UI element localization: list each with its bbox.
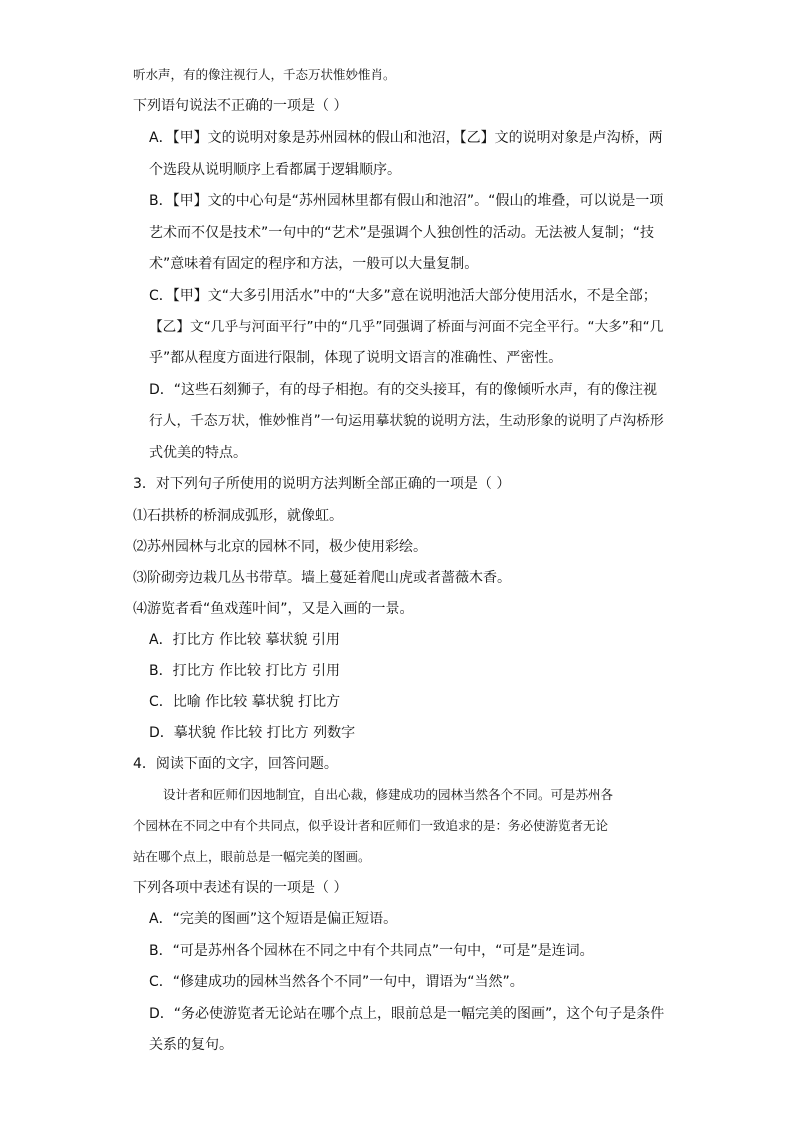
question-4-sub-question: 下列各项中表述有误的一项是（ ） [133, 880, 348, 896]
question-3-sentence-4: ⑷游览者看“鱼戏莲叶间”，又是入画的一景。 [133, 601, 414, 617]
question-4-option-c: C．“修建成功的园林当然各个不同”一句中，谓语为“当然”。 [149, 974, 524, 990]
question-3-option-b: B．打比方 作比较 打比方 引用 [149, 663, 340, 679]
question-3-option-a: A．打比方 作比较 摹状貌 引用 [149, 632, 340, 648]
question-3-stem: 3．对下列句子所使用的说明方法判断全部正确的一项是（ ） [133, 476, 511, 492]
question-2-stem: 下列语句说法不正确的一项是（ ） [133, 98, 348, 114]
question-4-option-b: B．“可是苏州各个园林在不同之中有个共同点”一句中，“可是”是连词。 [149, 943, 594, 959]
previous-passage-ending: 听水声，有的像注视行人，千态万状惟妙惟肖。 [133, 67, 396, 82]
question-4-option-d-line-2: 关系的复句。 [149, 1037, 233, 1053]
question-2-option-a-line-1: A．【甲】文的说明对象是苏州园林的假山和池沼，【乙】文的说明对象是卢沟桥，两 [149, 130, 663, 146]
question-2-option-b-line-2: 艺术而不仅是技术”一句中的“艺术”是强调个人独创性的活动。无法被人复制；“技 [149, 225, 655, 241]
question-2-option-d-line-2: 行人，千态万状，惟妙惟肖”一句运用摹状貌的说明方法，生动形象的说明了卢沟桥形 [149, 413, 664, 429]
question-3-sentence-2: ⑵苏州园林与北京的园林不同，极少使用彩绘。 [133, 539, 427, 555]
question-4-passage-line-2: 个园林在不同之中有个共同点，似乎设计者和匠师们一致追求的是：务必使游览者无论 [133, 818, 609, 833]
question-2-option-c-line-3: 乎”都从程度方面进行限制，体现了说明文语言的准确性、严密性。 [149, 350, 563, 366]
question-2-option-c-line-2: 【乙】文“几乎与河面平行”中的“几乎”同强调了桥面与河面不完全平行。“大多”和“几 [149, 319, 664, 335]
question-2-option-c-line-1: C．【甲】文“大多引用活水”中的“大多”意在说明池活大部分使用活水，不是全部； [149, 288, 657, 304]
question-2-option-b-line-1: B．【甲】文的中心句是“苏州园林里都有假山和池沼”。“假山的堆叠，可以说是一项 [149, 193, 664, 209]
question-4-passage-line-3: 站在哪个点上，眼前总是一幅完美的图画。 [133, 849, 371, 864]
question-4-passage-line-1: 设计者和匠师们因地制宜，自出心裁，修建成功的园林当然各个不同。可是苏州各 [163, 787, 614, 802]
question-3-option-c: C．比喻 作比较 摹状貌 打比方 [149, 694, 341, 710]
question-4-stem: 4．阅读下面的文字，回答问题。 [133, 756, 338, 772]
question-3-option-d: D．摹状貌 作比较 打比方 列数字 [149, 725, 356, 741]
question-4-option-d-line-1: D．“务必使游览者无论站在哪个点上，眼前总是一幅完美的图画”，这个句子是条件 [149, 1006, 665, 1022]
question-2-option-b-line-3: 术”意味着有固定的程序和方法，一般可以大量复制。 [149, 256, 479, 272]
question-2-option-d-line-3: 式优美的特点。 [149, 445, 247, 461]
question-3-sentence-1: ⑴石拱桥的桥洞成弧形，就像虹。 [133, 508, 343, 524]
question-4-option-a: A．“完美的图画”这个短语是偏正短语。 [149, 911, 398, 927]
question-3-sentence-3: ⑶阶砌旁边栽几丛书带草。墙上蔓延着爬山虎或者蔷薇木香。 [133, 570, 511, 586]
question-2-option-a-line-2: 个选段从说明顺序上看都属于逻辑顺序。 [149, 162, 401, 178]
question-2-option-d-line-1: D．“这些石刻狮子，有的母子相抱。有的交头接耳，有的像倾听水声，有的像注视 [149, 382, 658, 398]
